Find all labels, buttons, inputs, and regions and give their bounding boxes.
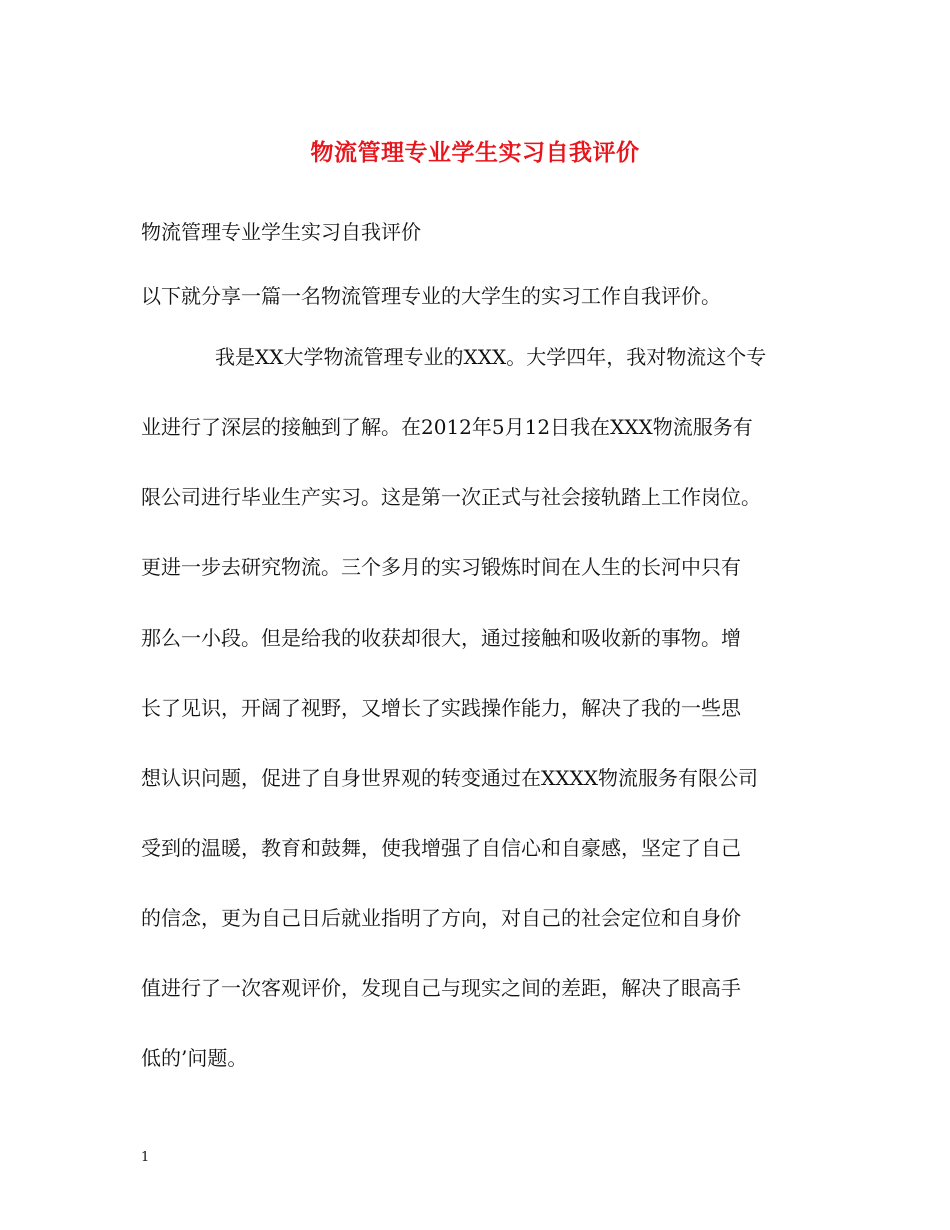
- body-line-8: 受到的温暖，教育和鼓舞，使我增强了自信心和自豪感，坚定了自己: [141, 836, 741, 860]
- body-line-7: 想认识问题，促进了自身世界观的转变通过在XXXX物流服务有限公司: [141, 766, 758, 790]
- page-number: 1: [141, 1150, 150, 1165]
- body-line-11: 低的’问题。: [141, 1046, 248, 1070]
- document-subtitle: 物流管理专业学生实习自我评价: [141, 220, 421, 244]
- body-line-1: 我是XX大学物流管理专业的XXX。大学四年，我对物流这个专: [215, 345, 767, 369]
- body-line-3: 限公司进行毕业生产实习。这是第一次正式与社会接轨踏上工作岗位。: [141, 485, 761, 509]
- body-line-9: 的信念，更为自己日后就业指明了方向，对自己的社会定位和自身价: [141, 906, 741, 930]
- body-line-6: 长了见识，开阔了视野，又增长了实践操作能力，解决了我的一些思: [141, 696, 741, 720]
- body-line-4: 更进一步去研究物流。三个多月的实习锻炼时间在人生的长河中只有: [141, 555, 741, 579]
- document-title: 物流管理专业学生实习自我评价: [310, 139, 640, 166]
- intro-paragraph: 以下就分享一篇一名物流管理专业的大学生的实习工作自我评价。: [141, 284, 721, 308]
- body-line-2: 业进行了深层的接触到了解。在2012年5月12日我在XXX物流服务有: [141, 415, 753, 439]
- body-line-5: 那么一小段。但是给我的收获却很大，通过接触和吸收新的事物。增: [141, 626, 741, 650]
- body-line-10: 值进行了一次客观评价，发现自己与现实之间的差距，解决了眼高手: [141, 976, 741, 1000]
